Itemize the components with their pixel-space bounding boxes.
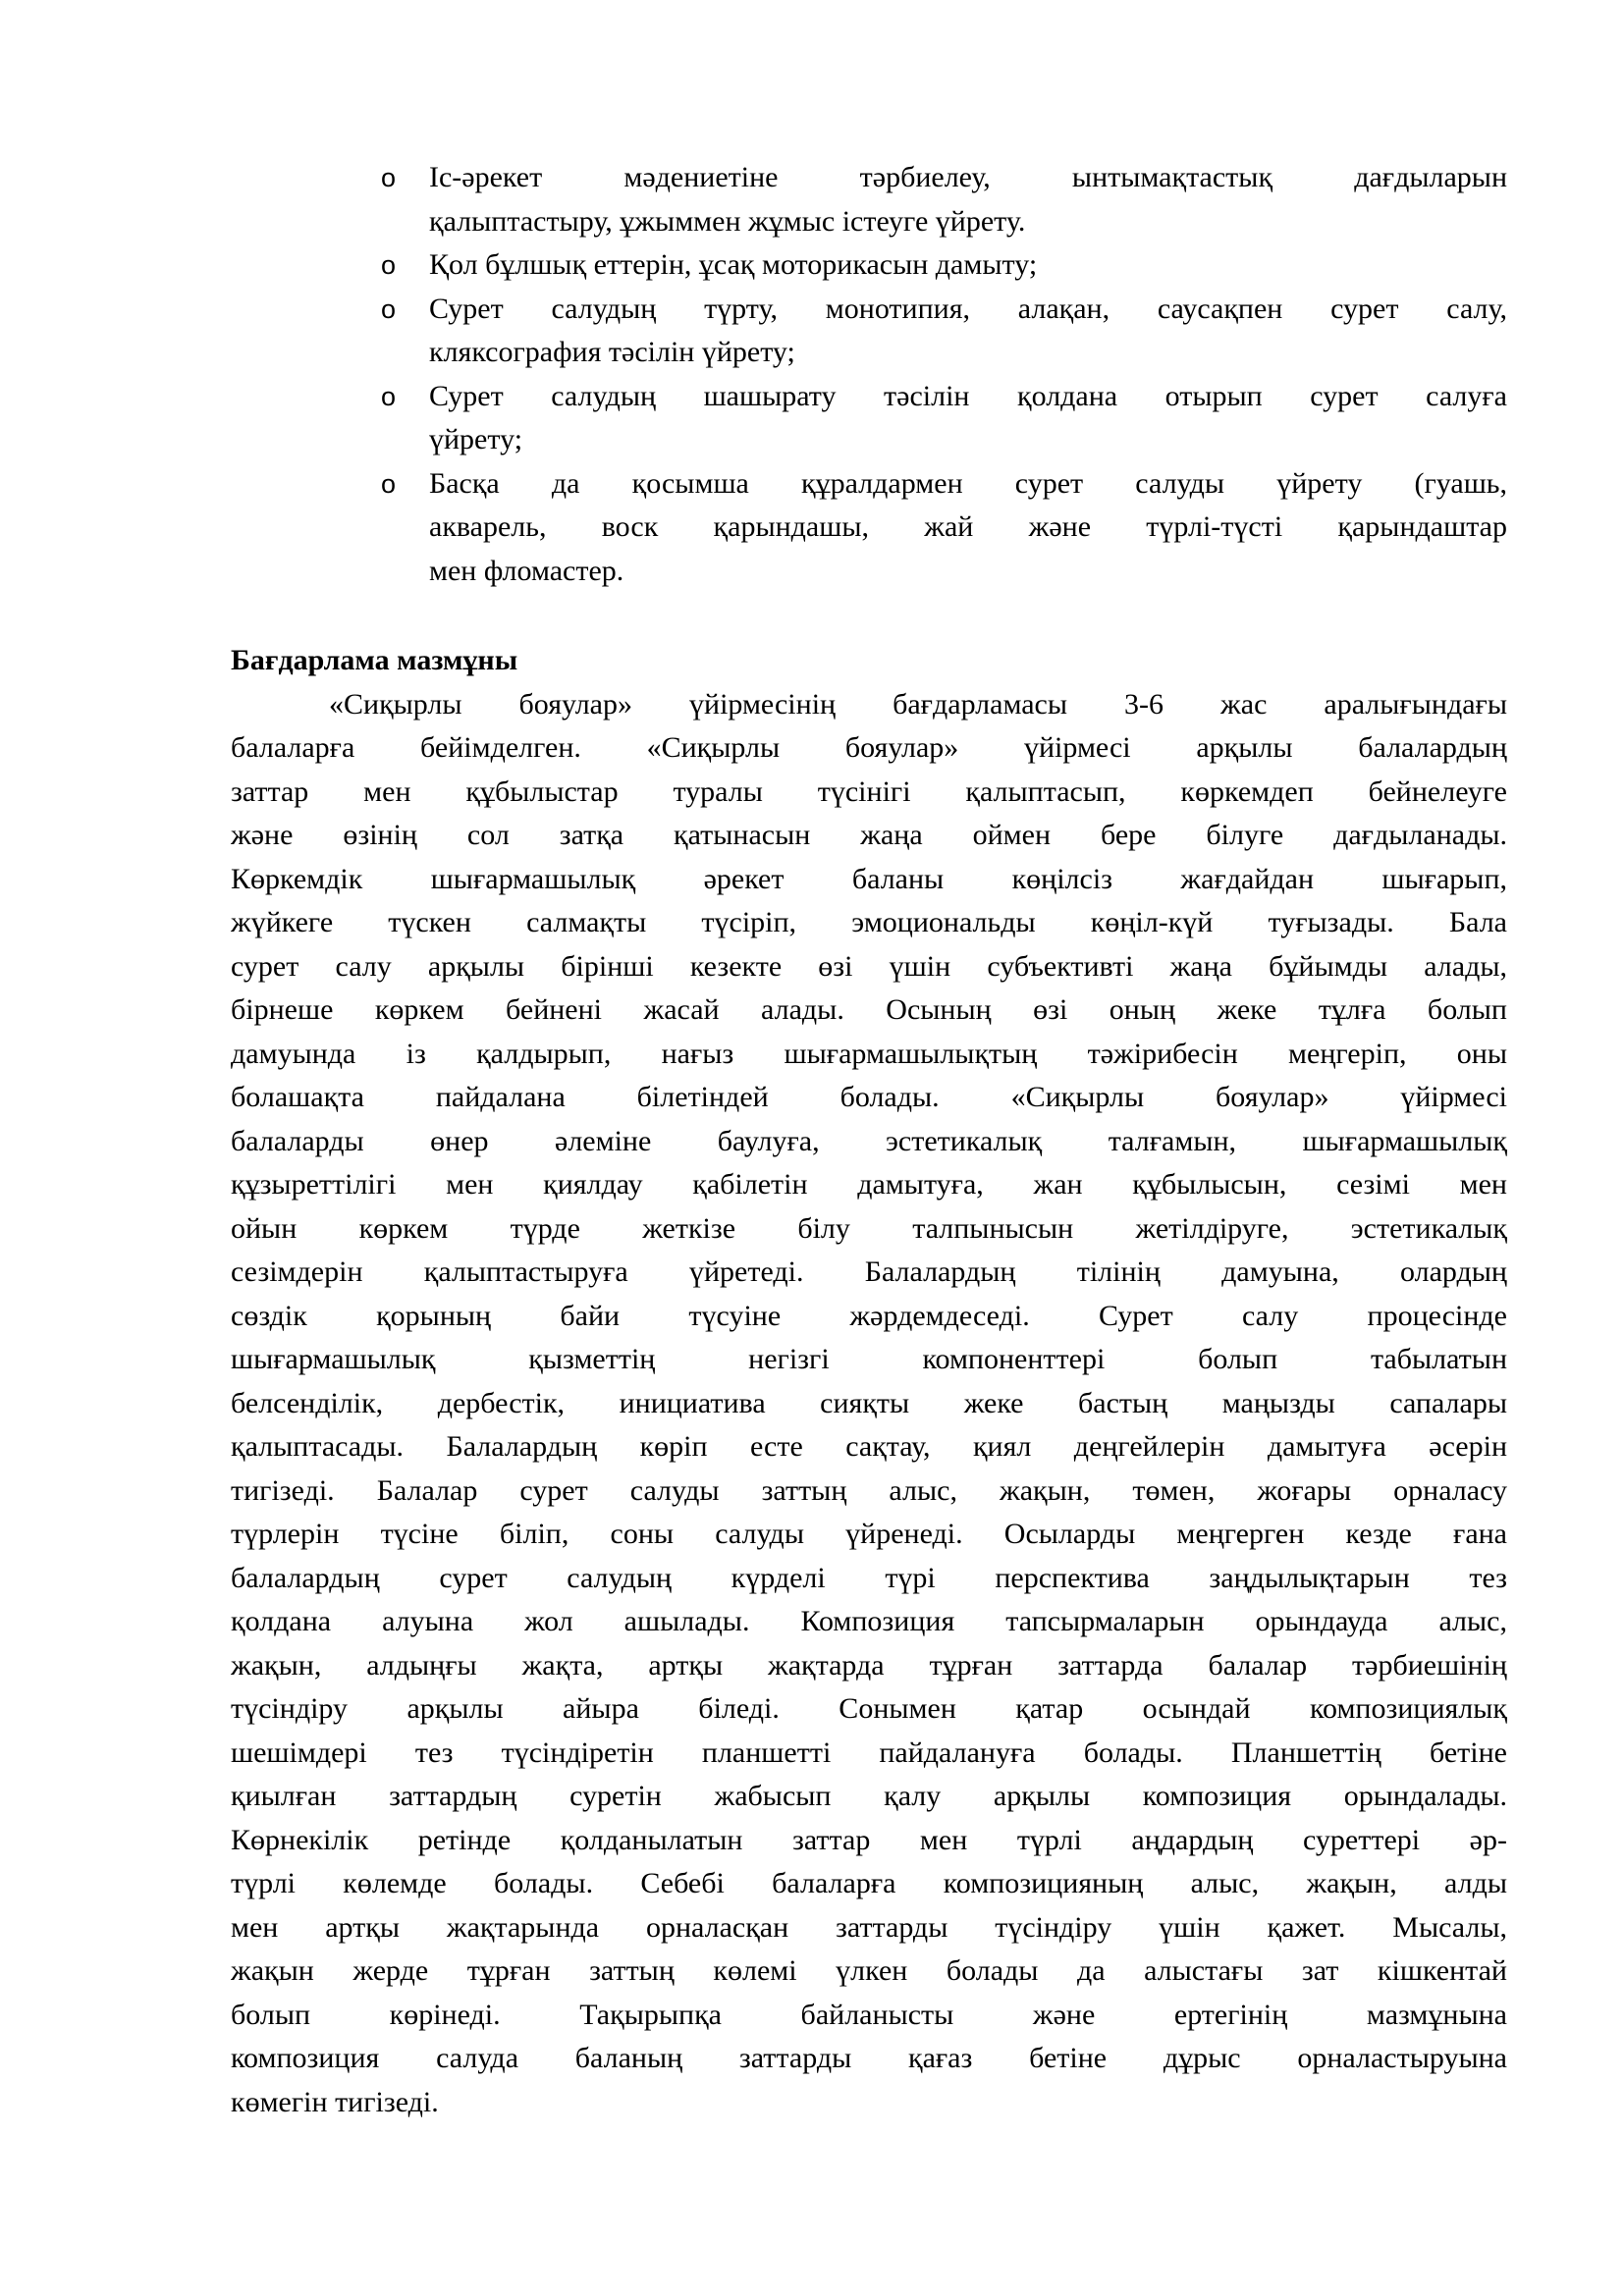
paragraph-line: көмегін тигізеді. [231, 2085, 439, 2118]
paragraph-line: болашақта пайдалана білетіндей болады. «Сиқырлы бояулар» үйірмесі [231, 1081, 1507, 1113]
list-item-line: Басқа да қосымша құралдармен сурет салуды үйрету (гуашь, [429, 466, 1507, 500]
paragraph-line: шығармашылық қызметтің негізгі компоненттері болып табылатын [231, 1343, 1507, 1375]
paragraph-line: қалыптасады. Балалардың көріп есте сақтау, қиял деңгейлерін дамытуға әсерін [231, 1430, 1507, 1463]
paragraph-line: жақын, алдыңғы жақта, артқы жақтарда тұрған заттарда балалар тәрбиешінің [231, 1648, 1507, 1682]
paragraph-line: жүйкеге түскен салмақты түсіріп, эмоциональды көңіл-күй туғызады. Бала [231, 906, 1507, 938]
list-item [373, 462, 1507, 594]
paragraph-line: заттар мен құбылыстар туралы түсінігі қалыптасып, көркемдеп бейнелеуге [231, 774, 1507, 808]
program-content-section [231, 639, 1507, 2124]
list-item-line: қалыптастыру, ұжыммен жұмыс істеуге үйрету. [429, 204, 1026, 238]
paragraph-line: мен артқы жақтарында орналасқан заттарды түсіндіру үшін қажет. Мысалы, [231, 1910, 1507, 1944]
paragraph-line: болып көрінеді. Тақырыпқа байланысты және ертегінің мазмұнына [231, 1998, 1507, 2031]
hollow-circle-bullet-icon: o [381, 163, 397, 192]
paragraph-line: дамуында із қалдырып, нағыз шығармашылықтың тәжірибесін меңгеріп, оны [231, 1037, 1507, 1070]
list-item-line: Сурет салудың шашырату тәсілін қолдана отырып сурет салуға [429, 379, 1507, 412]
paragraph-line: түрлерін түсіне біліп, соны салуды үйренеді. Осыларды меңгерген кезде ғана [231, 1518, 1507, 1550]
hollow-circle-bullet-icon: o [381, 294, 397, 324]
paragraph-line: түрлі көлемде болады. Себебі балаларға композицияның алыс, жақын, алды [231, 1867, 1507, 1899]
paragraph-line: жақын жерде тұрған заттың көлемі үлкен болады да алыстағы зат кішкентай [231, 1954, 1507, 1987]
paragraph-line: белсенділік, дербестік, инициатива сияқты жеке бастың маңызды сапалары [231, 1386, 1507, 1419]
paragraph-line: Көрнекілік ретінде қолданылатын заттар мен түрлі аңдардың суреттері әр- [231, 1823, 1507, 1856]
hollow-circle-bullet-icon: o [381, 250, 397, 280]
list-item-line: Қол бұлшық еттерін, ұсақ моторикасын дамыту; [429, 248, 1038, 281]
list-item [373, 288, 1507, 375]
list-item-line: үйрету; [429, 423, 523, 455]
list-item-line: Сурет салудың түрту, монотипия, алақан, саусақпен сурет салу, [429, 292, 1507, 325]
hollow-circle-bullet-icon: o [381, 381, 397, 411]
section-heading: Бағдарлама мазмұны [231, 644, 518, 676]
paragraph-line: бірнеше көркем бейнені жасай алады. Осының өзі оның жеке тұлға болып [231, 993, 1507, 1026]
section-paragraph [231, 683, 1507, 2125]
paragraph-line: Көркемдік шығармашылық әрекет баланы көңілсіз жағдайдан шығарып, [231, 862, 1507, 895]
paragraph-line: сөздік қорының байи түсуіне жәрдемдеседі. Сурет салу процесінде [231, 1299, 1507, 1332]
paragraph-line: «Сиқырлы бояулар» үйірмесінің бағдарламасы 3-6 жас аралығындағы [329, 687, 1507, 721]
list-item [373, 243, 1507, 288]
paragraph-line: балалардың сурет салудың күрделі түрі перспектива заңдылықтарын тез [231, 1561, 1507, 1594]
paragraph-line: қиылған заттардың суретін жабысып қалу арқылы композиция орындалады. [231, 1780, 1507, 1812]
paragraph-line: балаларға бейімделген. «Сиқырлы бояулар» үйірмесі арқылы балалардың [231, 731, 1507, 764]
paragraph-line: түсіндіру арқылы айыра біледі. Сонымен қатар осындай композициялық [231, 1692, 1507, 1725]
paragraph-line: және өзінің сол затқа қатынасын жаңа оймен бере білуге дағдыланады. [231, 819, 1507, 851]
list-item [373, 375, 1507, 462]
list-item [373, 156, 1507, 243]
list-item-line: акварель, воск қарындашы, жай және түрлі-түсті қарындаштар [429, 510, 1507, 543]
list-item-line: кляксография тәсілін үйрету; [429, 336, 795, 368]
objectives-list [373, 156, 1507, 593]
hollow-circle-bullet-icon: o [381, 468, 397, 499]
list-item-line: мен фломастер. [429, 554, 624, 587]
paragraph-line: ойын көркем түрде жеткізе білу талпынысын жетілдіруге, эстетикалық [231, 1211, 1507, 1245]
paragraph-line: балаларды өнер әлеміне баулуға, эстетикалық талғамын, шығармашылық [231, 1124, 1507, 1157]
paragraph-line: тигізеді. Балалар сурет салуды заттың алыс, жақын, төмен, жоғары орналасу [231, 1473, 1507, 1507]
paragraph-line: композиция салуда баланың заттарды қағаз бетіне дұрыс орналастыруына [231, 2042, 1507, 2074]
paragraph-line: сезімдерін қалыптастыруға үйретеді. Балалардың тілінің дамуына, олардың [231, 1255, 1507, 1288]
list-item-line: Іс-әрекет мәдениетіне тәрбиелеу, ынтымақтастық дағдыларын [429, 161, 1507, 193]
paragraph-line: құзыреттілігі мен қиялдау қабілетін дамытуға, жан құбылысын, сезімі мен [231, 1168, 1507, 1201]
paragraph-line: сурет салу арқылы бірінші кезекте өзі үшін субъективті жаңа бұйымды алады, [231, 949, 1507, 983]
paragraph-line: қолдана алуына жол ашылады. Композиция тапсырмаларын орындауда алыс, [231, 1605, 1507, 1637]
paragraph-line: шешімдері тез түсіндіретін планшетті пайдалануға болады. Планшеттің бетіне [231, 1735, 1507, 1769]
